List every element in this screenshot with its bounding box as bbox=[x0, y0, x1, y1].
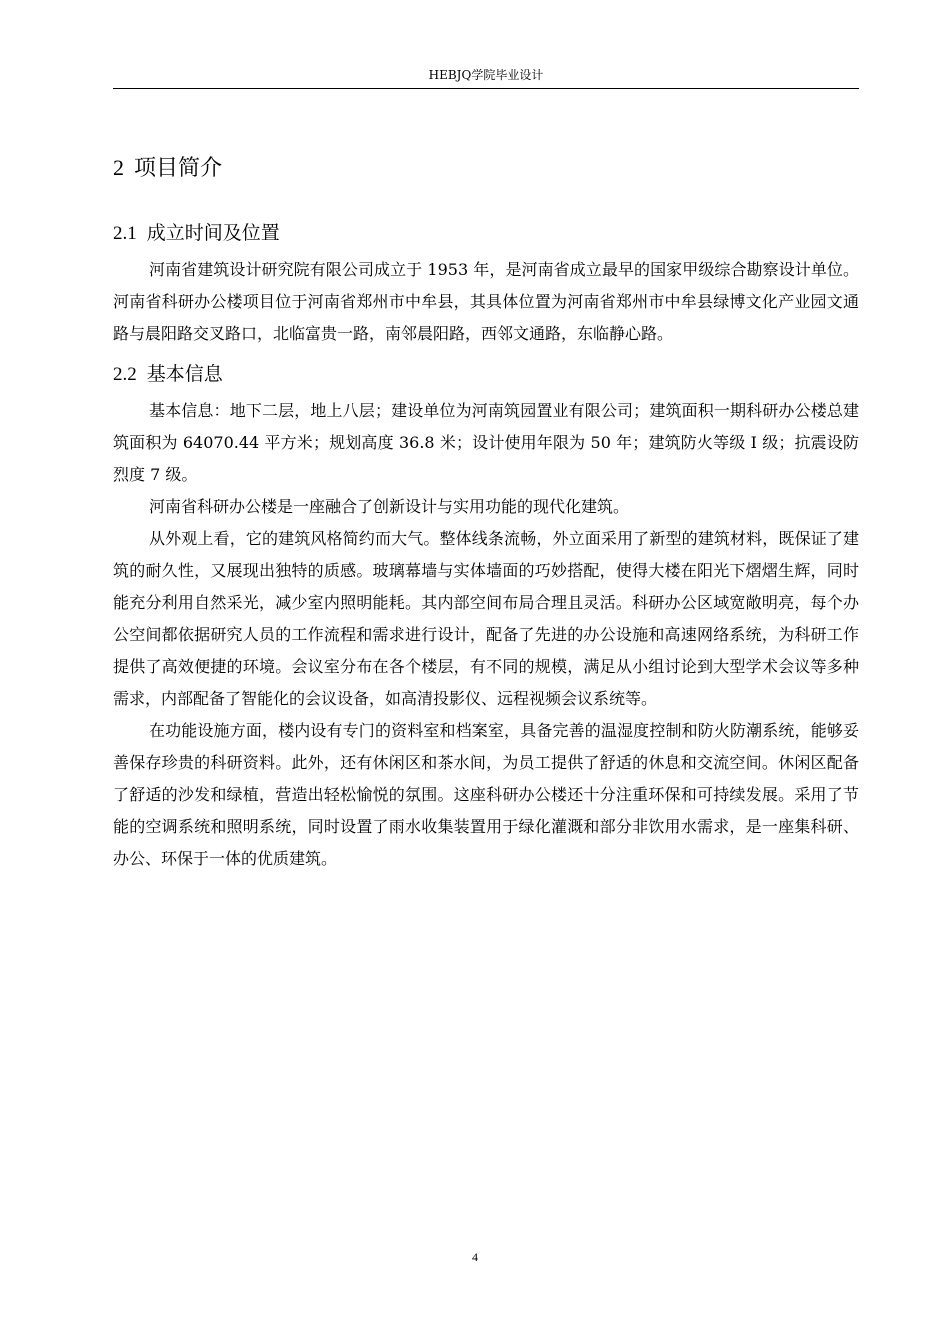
header-title: HEBJQ学院毕业设计 bbox=[428, 68, 544, 82]
page-header bbox=[113, 66, 859, 89]
paragraph: 在功能设施方面，楼内设有专门的资料室和档案室，具备完善的温湿度控制和防火防潮系统，能够妥善保存珍贵的科研资料。此外，还有休闲区和茶水间，为员工提供了舒适的休息和交流空间。休闲区配备了舒适的沙发和绿植，营造出轻松愉悦的氛围。这座科研办公楼还十分注重环保和可持续发展。采用了节能的空调系统和照明系统，同时设置了雨水收集装置用于绿化灌溉和部分非饮用水需求，是一座集科研、办公、环保于一体的优质建筑。 bbox=[113, 721, 859, 868]
paragraph: 河南省科研办公楼是一座融合了创新设计与实用功能的现代化建筑。 bbox=[149, 497, 630, 516]
section-number: 2.1 bbox=[113, 223, 137, 244]
chapter-title: 项目简介 bbox=[134, 156, 223, 181]
paragraph: 基本信息：地下二层，地上八层；建设单位为河南筑园置业有限公司；建筑面积一期科研办公楼总建筑面积为 64070.44 平方米；规划高度 36.8 米；设计使用年限为 50 年；建筑防火等级 I 级；抗震设防烈度 7 级。 bbox=[113, 401, 859, 484]
section-number: 2.2 bbox=[113, 364, 137, 385]
chapter-heading bbox=[113, 146, 859, 191]
section-heading bbox=[113, 354, 859, 395]
section-title: 基本信息 bbox=[146, 363, 223, 385]
document-body bbox=[113, 146, 859, 875]
chapter-number: 2 bbox=[113, 155, 124, 180]
paragraph: 河南省建筑设计研究院有限公司成立于 1953 年，是河南省成立最早的国家甲级综合勘察设计单位。河南省科研办公楼项目位于河南省郑州市中牟县，其具体位置为河南省郑州市中牟县绿博文化产业园文通路与晨阳路交叉路口，北临富贵一路，南邻晨阳路，西邻文通路，东临静心路。 bbox=[113, 260, 859, 343]
page-number: 4 bbox=[472, 1250, 478, 1264]
section-title: 成立时间及位置 bbox=[146, 222, 280, 244]
section-heading bbox=[113, 213, 859, 254]
paragraph: 从外观上看，它的建筑风格简约而大气。整体线条流畅，外立面采用了新型的建筑材料，既保证了建筑的耐久性，又展现出独特的质感。玻璃幕墙与实体墙面的巧妙搭配，使得大楼在阳光下熠熠生辉，同时能充分利用自然采光，减少室内照明能耗。其内部空间布局合理且灵活。科研办公区域宽敞明亮，每个办公空间都依据研究人员的工作流程和需求进行设计，配备了先进的办公设施和高速网络系统，为科研工作提供了高效便捷的环境。会议室分布在各个楼层，有不同的规模，满足从小组讨论到大型学术会议等多种需求，内部配备了智能化的会议设备，如高清投影仪、远程视频会议系统等。 bbox=[113, 529, 859, 708]
